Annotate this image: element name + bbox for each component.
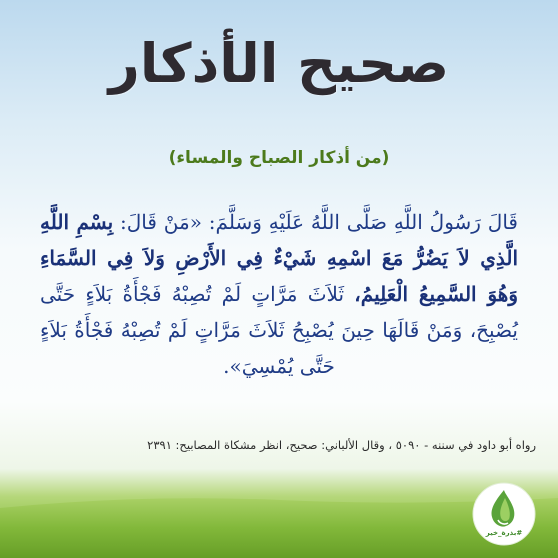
subtitle: (من أذكار الصباح والمساء) <box>168 148 390 168</box>
hadith-text <box>40 204 518 384</box>
hadith-source: رواه أبو داود في سننه - ٥٠٩٠ ، وقال الألباني: صحيح، انظر مشكاة المصابيح: ٢٣٩١ <box>147 438 536 452</box>
hadith-dhikr: بِسْمِ اللَّهِ الَّذِي لاَ يَضُرُّ مَعَ اسْمِهِ شَيْءٌ فِي الأَرْضِ وَلاَ فِي السَّمَاءِ وَهُوَ السَّمِيعُ الْعَلِيمُ، <box>40 210 518 306</box>
title-container <box>0 14 558 114</box>
logo-text: #بذرة_خير <box>485 529 523 537</box>
page-title: صحيح الأذكار <box>108 32 450 95</box>
hadith-intro: قَالَ رَسُولُ اللَّهِ صَلَّى اللَّهُ عَلَيْهِ وَسَلَّمَ: «مَنْ قَالَ: <box>113 210 518 234</box>
hadith-rest: ثَلاَثَ مَرَّاتٍ لَمْ تُصِبْهُ فَجْأَةُ بَلاَءٍ حَتَّى يُصْبِحَ، وَمَنْ قَالَهَا حِينَ يُصْبِحُ ثَلاَثَ مَرَّاتٍ لَمْ تُصِبْهُ فَجْأَةُ بَلاَءٍ حَتَّى يُمْسِيَ». <box>40 282 518 378</box>
logo <box>472 482 536 546</box>
